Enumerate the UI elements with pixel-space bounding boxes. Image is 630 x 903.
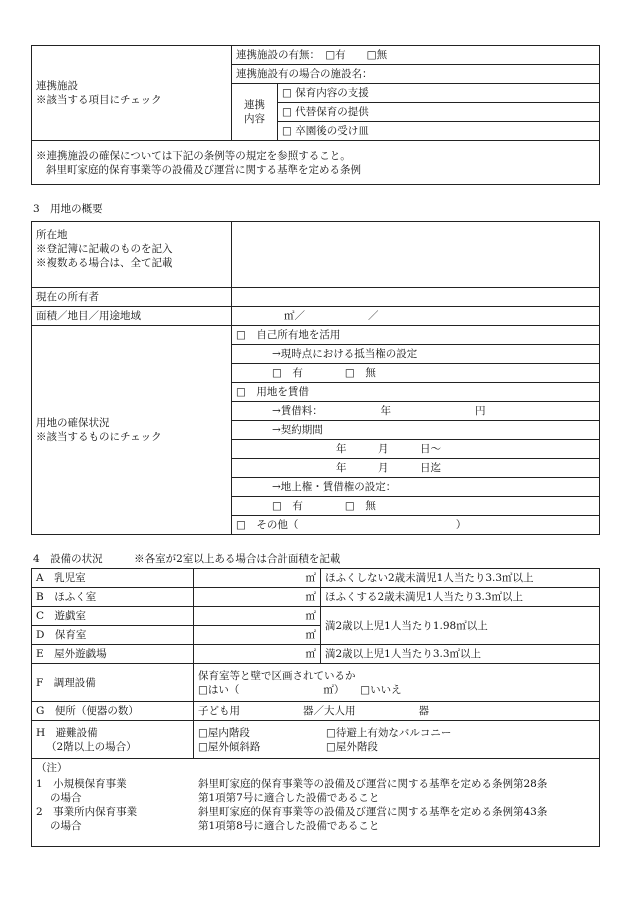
- cooking-field-cell: [194, 664, 600, 702]
- note-2-type: 2 事業所内保育事業: [36, 806, 138, 818]
- owner-label: 現在の所有者: [32, 288, 232, 307]
- contract-period-label: →契約期間: [232, 421, 600, 440]
- note-1-type: 1 小規模保育事業: [36, 778, 127, 790]
- area-field[interactable]: ㎡／ ／: [232, 307, 600, 326]
- room-d-area-field[interactable]: ㎡: [194, 626, 321, 645]
- form-page: [31, 45, 600, 847]
- room-b-label: B ほふく室: [32, 588, 194, 607]
- partner-facility-sub-label: ※該当する項目にチェック: [36, 94, 162, 106]
- partner-name-field[interactable]: 連携施設有の場合の施設名：: [232, 65, 600, 84]
- partner-content-label-cell: [232, 84, 278, 141]
- note-1-text-1: 斜里町家庭的保育事業等の設備及び運営に関する基準を定める条例第28条: [198, 778, 548, 790]
- room-d-label: D 保育室: [32, 626, 194, 645]
- cooking-question: 保育室等と壁で区画されているか: [198, 669, 356, 682]
- mortgage-choice[interactable]: □ 有 □ 無: [232, 364, 600, 383]
- evacuation-sub-label: （2階以上の場合）: [46, 740, 137, 753]
- partner-facility-table: [31, 45, 600, 185]
- section-3-heading: 3 用地の概要: [33, 203, 103, 215]
- location-field[interactable]: [232, 222, 600, 288]
- note-1-type-suffix: の場合: [50, 792, 82, 804]
- room-c-area-field[interactable]: ㎡: [194, 607, 321, 626]
- superficies-choice[interactable]: □ 有 □ 無: [232, 497, 600, 516]
- location-label-cell: [32, 222, 232, 288]
- owner-field[interactable]: [232, 288, 600, 307]
- room-e-label: E 屋外遊戯場: [32, 645, 194, 664]
- partner-exists-field[interactable]: 連携施設の有無： □有 □無: [232, 46, 600, 65]
- area-label: 面積／地目／用途地域: [32, 307, 232, 326]
- cooking-choice[interactable]: □はい（ ㎡） □いいえ: [198, 683, 402, 696]
- content-graduate-checkbox[interactable]: □ 卒園後の受け皿: [278, 122, 600, 141]
- partner-facility-label: 連携施設: [36, 80, 78, 92]
- mortgage-label: →現時点における抵当権の設定: [232, 345, 600, 364]
- content-substitute-checkbox[interactable]: □ 代替保育の提供: [278, 103, 600, 122]
- note-2-text-2: 第1項第8号に適合した設備であること: [198, 820, 380, 832]
- evacuation-options-cell: [194, 721, 600, 759]
- note-1-text-2: 第1項第7号に適合した設備であること: [198, 792, 380, 804]
- superficies-label: →地上権・賃借権の設定：: [232, 478, 600, 497]
- evac-outdoor-slope-checkbox[interactable]: □屋外傾斜路: [198, 740, 261, 753]
- note-2-text-1: 斜里町家庭的保育事業等の設備及び運営に関する基準を定める条例第43条: [198, 806, 548, 818]
- evacuation-label-cell: [32, 721, 194, 759]
- equipment-table: [31, 568, 600, 847]
- location-label: 所在地: [36, 229, 68, 241]
- notes-heading: （注）: [36, 762, 68, 774]
- toilet-count-field[interactable]: 子ども用 器／大人用 器: [194, 702, 600, 721]
- rent-fee-field[interactable]: →賃借料： 年 円: [232, 402, 600, 421]
- own-land-checkbox[interactable]: □ 自己所有地を活用: [232, 326, 600, 345]
- room-b-area-field[interactable]: ㎡: [194, 588, 321, 607]
- room-c-label: C 遊戯室: [32, 607, 194, 626]
- partner-note-line-2: 斜里町家庭的保育事業等の設備及び運営に関する基準を定める条例: [46, 163, 361, 176]
- room-a-label: A 乳児室: [32, 569, 194, 588]
- room-b-note: ほふくする2歳未満児1人当たり3.3㎡以上: [321, 588, 600, 607]
- room-e-note: 満2歳以上児1人当たり3.3㎡以上: [321, 645, 600, 664]
- room-cd-note: 満2歳以上児1人当たり1.98㎡以上: [321, 607, 600, 645]
- equipment-notes-cell: [32, 759, 600, 847]
- partner-content-label-2: 内容: [244, 113, 265, 125]
- location-note-1: ※登記簿に記載のものを記入: [36, 243, 173, 255]
- toilet-label: G 便所（便器の数）: [32, 702, 194, 721]
- section-4-heading: 4 設備の状況 ※各室が2室以上ある場合は合計面積を記載: [33, 553, 341, 565]
- contract-end-field[interactable]: 年 月 日迄: [232, 459, 600, 478]
- partner-note-line-1: ※連携施設の確保については下記の条例等の規定を参照すること。: [36, 149, 351, 162]
- land-overview-table: [31, 221, 600, 535]
- evacuation-label: H 避難設備: [36, 726, 98, 739]
- evac-indoor-stairs-checkbox[interactable]: □屋内階段: [198, 726, 250, 739]
- location-note-2: ※複数ある場合は、全て記載: [36, 257, 173, 269]
- note-2-type-suffix: の場合: [50, 820, 82, 832]
- partner-content-label-1: 連携: [244, 99, 265, 111]
- secure-status-note: ※該当するものにチェック: [36, 431, 162, 443]
- room-e-area-field[interactable]: ㎡: [194, 645, 321, 664]
- room-a-note: ほふくしない2歳未満児1人当たり3.3㎡以上: [321, 569, 600, 588]
- other-checkbox[interactable]: □ その他（ ）: [232, 516, 600, 535]
- secure-status-label-cell: [32, 326, 232, 535]
- cooking-label: F 調理設備: [32, 664, 194, 702]
- content-support-checkbox[interactable]: □ 保育内容の支援: [278, 84, 600, 103]
- partner-facility-label-cell: [32, 46, 232, 141]
- room-a-area-field[interactable]: ㎡: [194, 569, 321, 588]
- rent-land-checkbox[interactable]: □ 用地を賃借: [232, 383, 600, 402]
- partner-note-cell: [32, 141, 600, 185]
- contract-start-field[interactable]: 年 月 日〜: [232, 440, 600, 459]
- secure-status-label: 用地の確保状況: [36, 417, 110, 429]
- evac-outdoor-stairs-checkbox[interactable]: □屋外階段: [326, 740, 378, 753]
- evac-balcony-checkbox[interactable]: □待避上有効なバルコニー: [326, 726, 452, 739]
